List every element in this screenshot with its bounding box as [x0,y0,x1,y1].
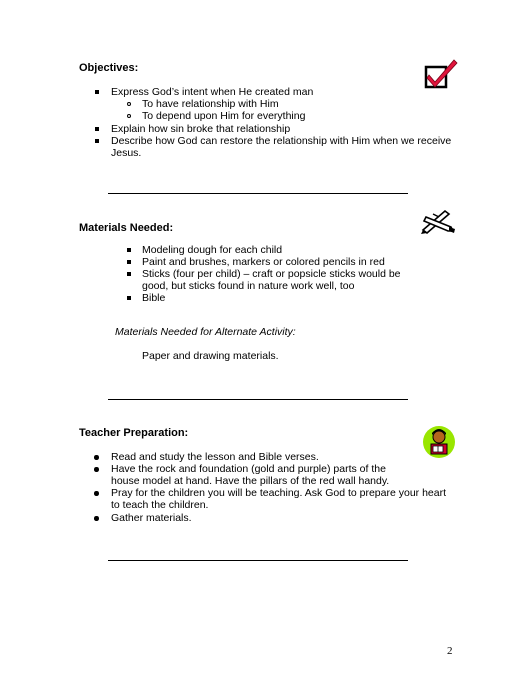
objective-item-3: Describe how God can restore the relationship with Him when we receive [111,135,452,147]
child-reading-icon [421,424,457,460]
page-number: 2 [447,645,453,657]
preparation-item-1: Read and study the lesson and Bible verses. [111,451,319,463]
objective-item-2: Explain how sin broke that relationship [111,123,291,135]
preparation-item-2-continued: house model at hand. Have the pillars of the red wall handy. [111,475,390,487]
material-item-2: Paint and brushes, markers or colored pencils in red [142,256,385,268]
divider-rule [108,560,408,561]
alternate-materials-heading: Materials Needed for Alternate Activity: [115,326,296,338]
alternate-materials-text: Paper and drawing materials. [142,350,279,362]
divider-rule [108,193,408,194]
material-item-3: Sticks (four per child) – craft or popsicle sticks would be [142,268,401,280]
material-item-1: Modeling dough for each child [142,244,283,256]
preparation-heading: Teacher Preparation: [79,427,189,439]
preparation-item-2: Have the rock and foundation (gold and purple) parts of the [111,463,386,475]
preparation-item-4: Gather materials. [111,512,192,524]
preparation-item-3-continued: to teach the children. [111,499,209,511]
objective-subitem-1: To have relationship with Him [142,98,279,110]
objective-item-3-continued: Jesus. [111,147,142,159]
divider-rule [108,399,408,400]
materials-heading: Materials Needed: [79,222,174,234]
material-item-3-continued: good, but sticks found in nature work well, too [142,280,355,292]
objective-item-1: Express God’s intent when He created man [111,86,314,98]
material-item-4: Bible [142,292,166,304]
objective-subitem-2: To depend upon Him for everything [142,110,306,122]
pencil-brush-icon [420,208,456,234]
objectives-heading: Objectives: [79,62,139,74]
checkbox-check-icon [424,58,458,90]
preparation-item-3: Pray for the children you will be teaching. Ask God to prepare your heart [111,487,447,499]
